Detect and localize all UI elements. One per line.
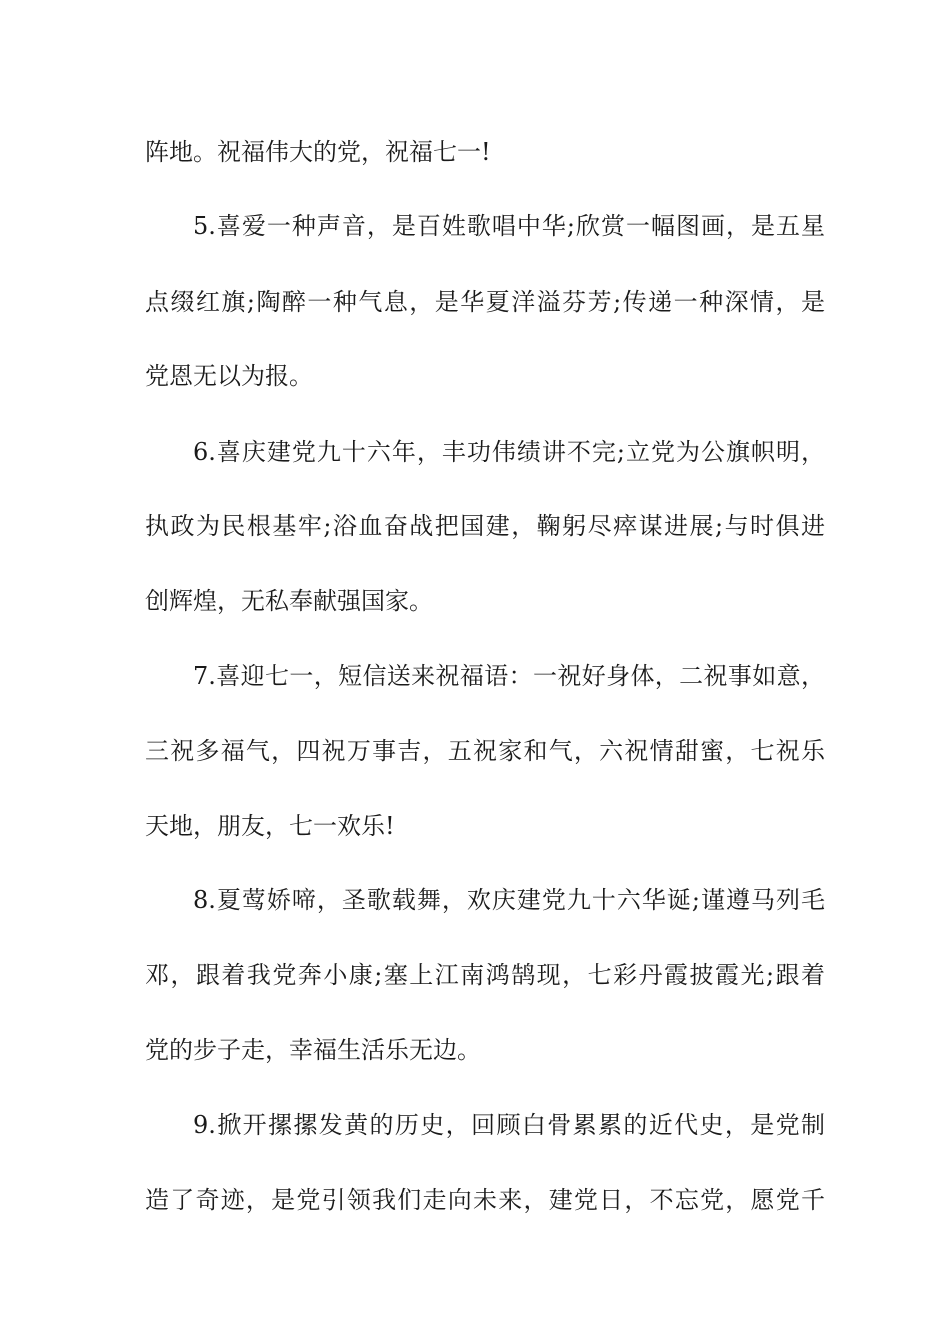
- paragraph-line: 执政为民根基牢;浴血奋战把国建，鞠躬尽瘁谋进展;与时俱进: [145, 512, 825, 540]
- paragraph-line: 点缀红旗;陶醉一种气息，是华夏洋溢芬芳;传递一种深情，是: [145, 288, 825, 316]
- paragraph-line: 邓，跟着我党奔小康;塞上江南鸿鹄现，七彩丹霞披霞光;跟着: [145, 961, 825, 989]
- paragraph-line: 6.喜庆建党九十六年，丰功伟绩讲不完;立党为公旗帜明，: [193, 438, 825, 466]
- paragraph-line: 8.夏莺娇啼，圣歌载舞，欢庆建党九十六华诞;谨遵马列毛: [193, 886, 825, 914]
- paragraph-line: 天地，朋友，七一欢乐!: [145, 812, 395, 840]
- paragraph-line: 阵地。祝福伟大的党，祝福七一!: [145, 138, 491, 166]
- paragraph-line: 5.喜爱一种声音，是百姓歌唱中华;欣赏一幅图画，是五星: [193, 212, 825, 240]
- paragraph-line: 党恩无以为报。: [145, 362, 313, 390]
- paragraph-line: 7.喜迎七一，短信送来祝福语：一祝好身体，二祝事如意，: [193, 662, 825, 690]
- paragraph-line: 造了奇迹，是党引领我们走向未来，建党日，不忘党，愿党千: [145, 1186, 825, 1214]
- paragraph-line: 党的步子走，幸福生活乐无边。: [145, 1036, 481, 1064]
- paragraph-line: 创辉煌，无私奉献强国家。: [145, 587, 433, 615]
- paragraph-line: 9.掀开摞摞发黄的历史，回顾白骨累累的近代史，是党制: [193, 1111, 825, 1139]
- paragraph-line: 三祝多福气，四祝万事吉，五祝家和气，六祝情甜蜜，七祝乐: [145, 737, 825, 765]
